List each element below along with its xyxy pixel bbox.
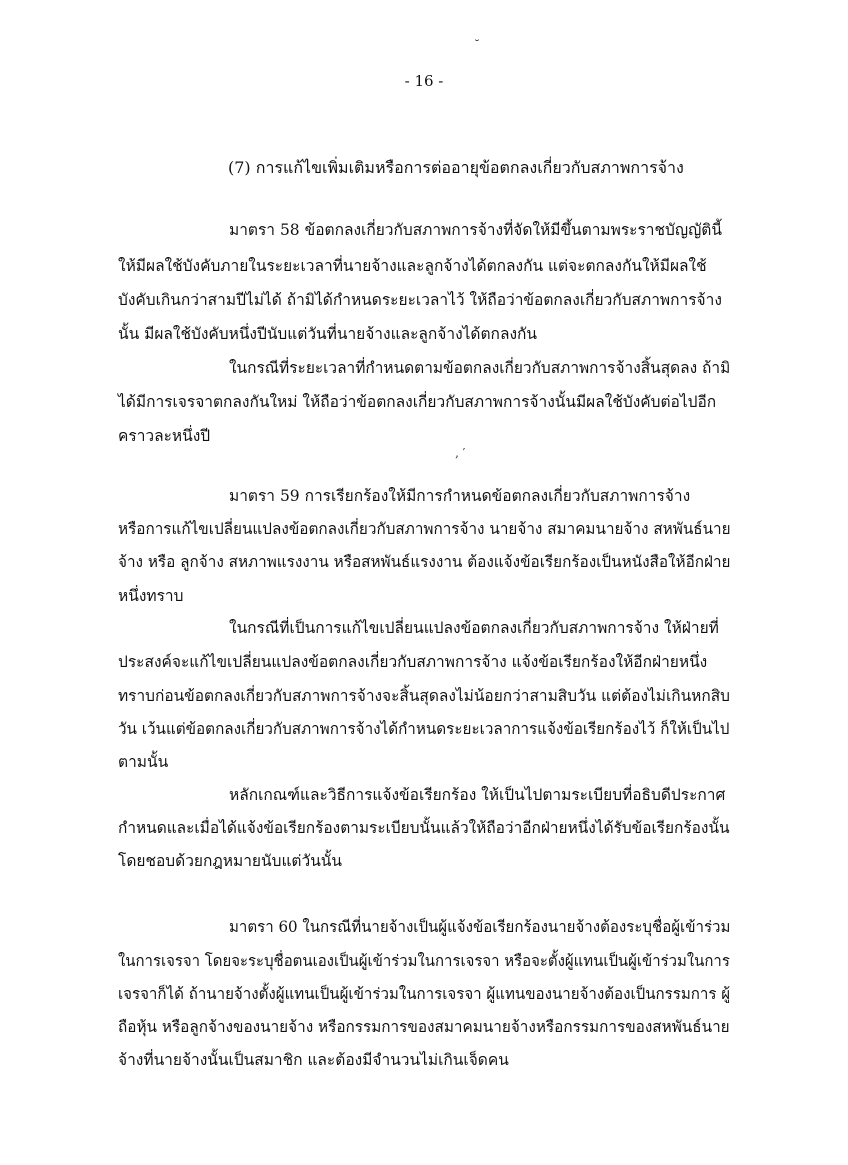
section-60-line-4: ถือหุ้น หรือลูกจ้างของนายจ้าง หรือกรรมการของสมาคมนายจ้างหรือกรรมการของสหพันธ์นาย <box>118 1018 730 1036</box>
section-60-line-5: จ้างที่นายจ้างนั้นเป็นสมาชิก และต้องมีจำนวนไม่เกินเจ็ดคน <box>118 1051 509 1069</box>
section-59-line-9: ตามนั้น <box>118 753 169 771</box>
section-58-line-6: ได้มีการเจรจาตกลงกันใหม่ ให้ถือว่าข้อตกลงเกี่ยวกับสภาพการจ้างนั้นมีผลใช้บังคับต่อไปอีก <box>118 393 717 411</box>
section-60-line-2: ในการเจรจา โดยจะระบุชื่อตนเองเป็นผู้เข้าร่วมในการเจรจา หรือจะตั้งผู้แทนเป็นผู้เข้าร่วมในการ <box>118 952 730 970</box>
section-58-line-2: ให้มีผลใช้บังคับภายในระยะเวลาที่นายจ้างและลูกจ้างได้ตกลงกัน แต่จะตกลงกันให้มีผลใช้ <box>118 257 707 275</box>
section-58-line-1: มาตรา 58 ข้อตกลงเกี่ยวกับสภาพการจ้างที่จัดให้มีขึ้นตามพระราชบัญญัตินี้ <box>229 221 722 239</box>
section-60-line-3: เจรจาก็ได้ ถ้านายจ้างตั้งผู้แทนเป็นผู้เข้าร่วมในการเจรจา ผู้แทนของนายจ้างต้องเป็นกรรมการ ผู้ <box>118 985 731 1003</box>
section-title: (7) การแก้ไขเพิ่มเติมหรือการต่ออายุข้อตกลงเกี่ยวกับสภาพการจ้าง <box>228 158 684 177</box>
scan-speck: ‚ ′ <box>455 446 466 460</box>
section-59-line-11: กำหนดและเมื่อได้แจ้งข้อเรียกร้องตามระเบียบนั้นแล้วให้ถือว่าอีกฝ่ายหนึ่งได้รับข้อเรียกร้องนั้น <box>118 819 730 837</box>
section-58-line-7: คราวละหนึ่งปี <box>118 427 211 445</box>
section-58-line-3: บังคับเกินกว่าสามปีไม่ได้ ถ้ามิได้กำหนดระยะเวลาไว้ ให้ถือว่าข้อตกลงเกี่ยวกับสภาพการจ้าง <box>118 291 722 309</box>
section-59-line-3: จ้าง หรือ ลูกจ้าง สหภาพแรงงาน หรือสหพันธ์แรงงาน ต้องแจ้งข้อเรียกร้องเป็นหนังสือให้อีกฝ่าย <box>118 553 731 571</box>
section-58-line-4: นั้น มีผลใช้บังคับหนึ่งปีนับแต่วันที่นายจ้างและลูกจ้างได้ตกลงกัน <box>118 325 537 343</box>
section-59-line-10: หลักเกณฑ์และวิธีการแจ้งข้อเรียกร้อง ให้เป็นไปตามระเบียบที่อธิบดีประกาศ <box>229 786 726 804</box>
section-59-line-6: ประสงค์จะแก้ไขเปลี่ยนแปลงข้อตกลงเกี่ยวกับสภาพการจ้าง แจ้งข้อเรียกร้องให้อีกฝ่ายหนึ่ง <box>118 653 708 671</box>
section-59-line-5: ในกรณีที่เป็นการแก้ไขเปลี่ยนแปลงข้อตกลงเกี่ยวกับสภาพการจ้าง ให้ฝ่ายที่ <box>229 619 719 637</box>
scan-speck: ˘ <box>474 38 480 52</box>
section-59-line-1: มาตรา 59 การเรียกร้องให้มีการกำหนดข้อตกลงเกี่ยวกับสภาพการจ้าง <box>229 487 691 505</box>
section-59-line-2: หรือการแก้ไขเปลี่ยนแปลงข้อตกลงเกี่ยวกับสภาพการจ้าง นายจ้าง สมาคมนายจ้าง สหพันธ์นาย <box>118 520 731 538</box>
section-58-line-5: ในกรณีที่ระยะเวลาที่กำหนดตามข้อตกลงเกี่ยวกับสภาพการจ้างสิ้นสุดลง ถ้ามิ <box>229 359 731 377</box>
section-60-line-1: มาตรา 60 ในกรณีที่นายจ้างเป็นผู้แจ้งข้อเรียกร้องนายจ้างต้องระบุชื่อผู้เข้าร่วม <box>229 918 731 936</box>
page-number: - 16 - <box>404 72 444 90</box>
section-59-line-7: ทราบก่อนข้อตกลงเกี่ยวกับสภาพการจ้างจะสิ้นสุดลงไม่น้อยกว่าสามสิบวัน แต่ต้องไม่เกินหกสิบ <box>118 687 730 705</box>
section-59-line-4: หนึ่งทราบ <box>118 587 184 605</box>
section-59-line-8: วัน เว้นแต่ข้อตกลงเกี่ยวกับสภาพการจ้างได้กำหนดระยะเวลาการแจ้งข้อเรียกร้องไว้ ก็ให้เป็นไป <box>118 720 730 738</box>
section-59-line-12: โดยชอบด้วยกฎหมายนับแต่วันนั้น <box>118 852 342 870</box>
